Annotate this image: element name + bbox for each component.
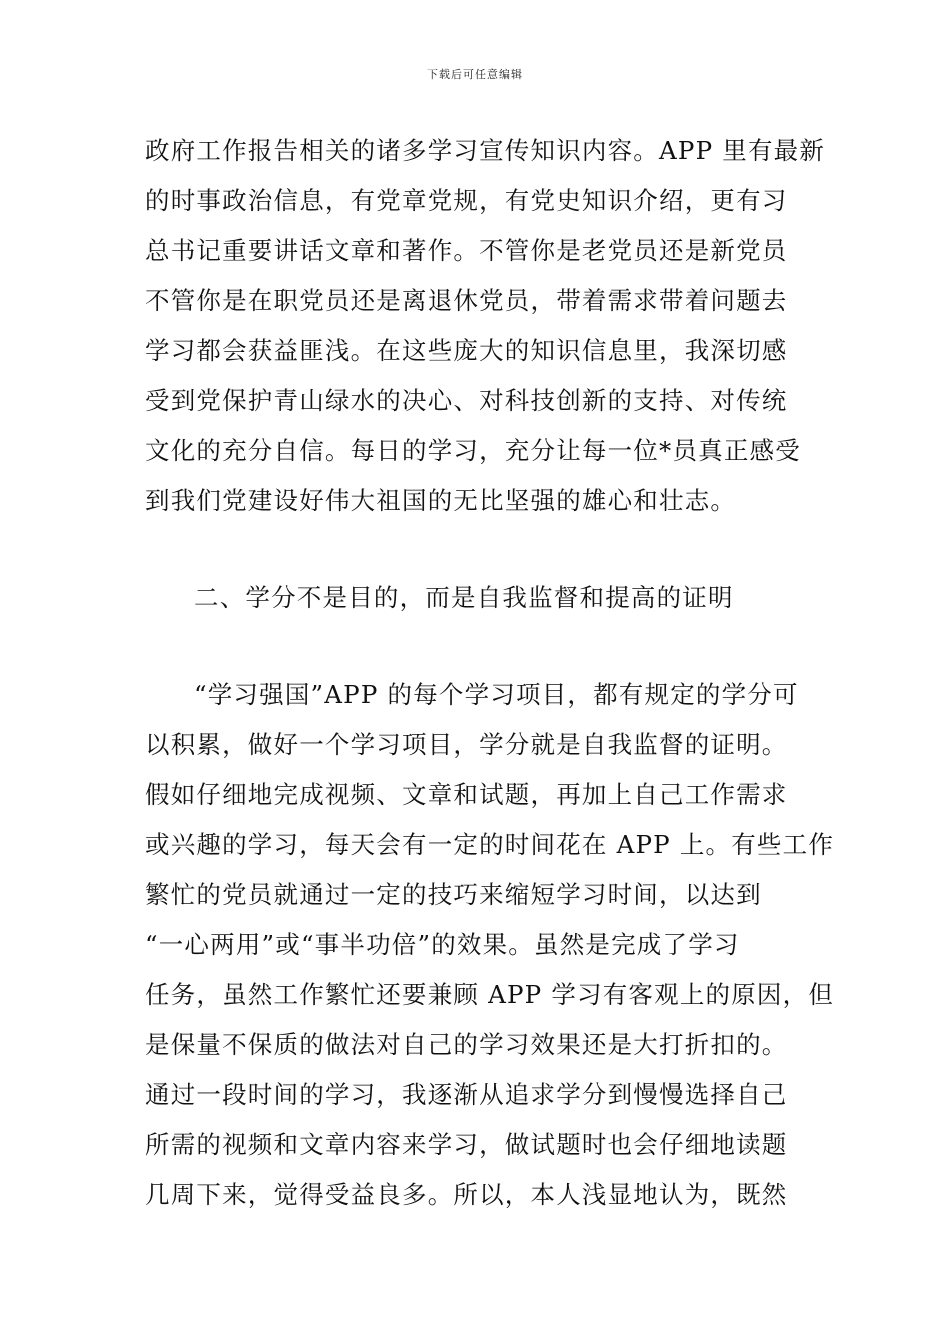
paragraph-1 — [145, 126, 826, 526]
section-heading: 二、学分不是目的，而是自我监督和提高的证明 — [194, 583, 734, 612]
text-line: 政府工作报告相关的诸多学习宣传知识内容。APP 里有最新 — [145, 136, 826, 165]
text-line: 到我们党建设好伟大祖国的无比坚强的雄心和壮志。 — [145, 486, 737, 515]
text-line: 受到党保护青山绿水的决心、对科技创新的支持、对传统 — [145, 386, 788, 415]
text-line: 文化的充分自信。每日的学习，充分让每一位*员真正感受 — [145, 436, 801, 465]
text-line: 假如仔细地完成视频、文章和试题，再加上自己工作需求 — [145, 780, 788, 809]
text-line: 繁忙的党员就通过一定的技巧来缩短学习时间，以达到 — [145, 880, 762, 909]
text-line: “学习强国”APP 的每个学习项目，都有规定的学分可 — [194, 680, 799, 709]
text-line: 任务，虽然工作繁忙还要兼顾 APP 学习有客观上的原因，但 — [145, 980, 835, 1009]
text-line: 总书记重要讲话文章和著作。不管你是老党员还是新党员 — [145, 236, 788, 265]
text-line: 几周下来，觉得受益良多。所以，本人浅显地认为，既然 — [145, 1180, 788, 1209]
section-heading-block — [145, 573, 815, 623]
text-line: 通过一段时间的学习，我逐渐从追求学分到慢慢选择自己 — [145, 1080, 788, 1109]
page-header: 下载后可任意编辑 — [427, 68, 523, 81]
text-line: 或兴趣的学习，每天会有一定的时间花在 APP 上。有些工作 — [145, 830, 835, 859]
text-line: 的时事政治信息，有党章党规，有党史知识介绍，更有习 — [145, 186, 788, 215]
text-line: 是保量不保质的做法对自己的学习效果还是大打折扣的。 — [145, 1030, 788, 1059]
text-line: 不管你是在职党员还是离退休党员，带着需求带着问题去 — [145, 286, 788, 315]
text-line: 所需的视频和文章内容来学习，做试题时也会仔细地读题 — [145, 1130, 788, 1159]
text-line: 学习都会获益匪浅。在这些庞大的知识信息里，我深切感 — [145, 336, 788, 365]
text-line: “一心两用”或“事半功倍”的效果。虽然是完成了学习 — [145, 930, 740, 959]
paragraph-2 — [145, 670, 835, 1220]
text-line: 以积累，做好一个学习项目，学分就是自我监督的证明。 — [145, 730, 788, 759]
